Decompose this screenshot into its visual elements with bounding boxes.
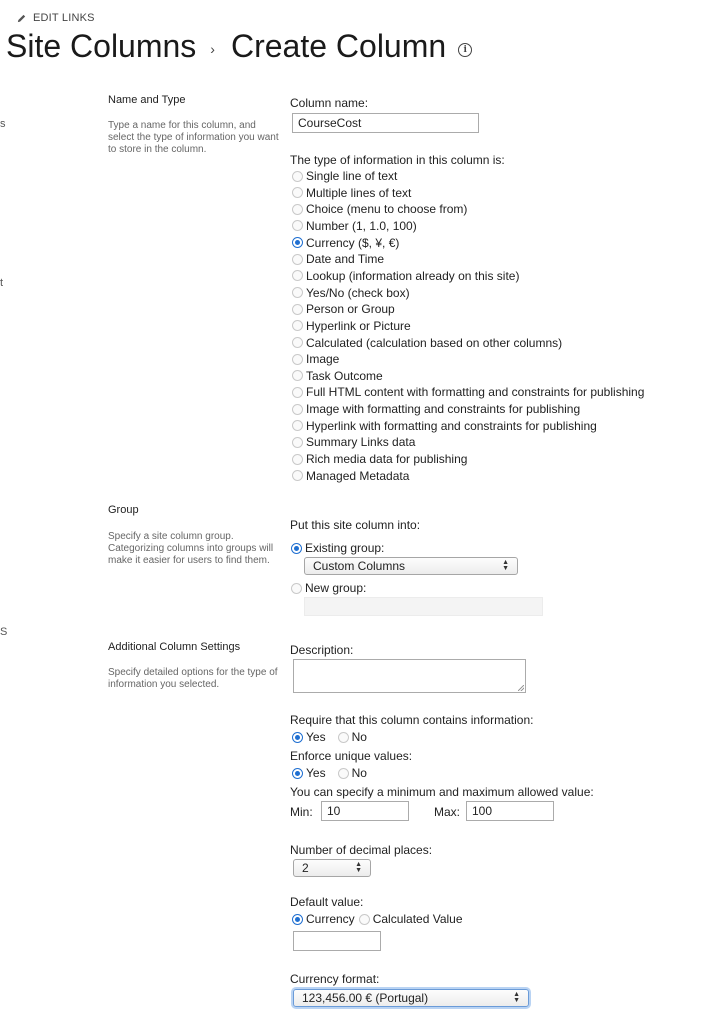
new-group-radio[interactable] — [291, 580, 366, 596]
section-heading-name-type: Name and Type — [108, 94, 186, 106]
decimal-select[interactable] — [293, 859, 371, 877]
type-option-label: Full HTML content with formatting and constraints for publishing — [306, 385, 645, 400]
breadcrumb-separator-icon: › — [210, 40, 215, 57]
type-option[interactable] — [292, 451, 467, 467]
type-option-label: Choice (menu to choose from) — [306, 202, 468, 217]
type-radio[interactable] — [292, 437, 303, 448]
type-radio[interactable] — [292, 204, 303, 215]
select-arrows-icon: ▲ ▼ — [502, 559, 509, 572]
currency-format-select[interactable] — [293, 989, 529, 1007]
type-option[interactable] — [292, 368, 383, 384]
type-radio[interactable] — [292, 254, 303, 265]
type-option[interactable] — [292, 318, 411, 334]
existing-group-label: Existing group: — [305, 541, 385, 555]
type-option[interactable] — [292, 335, 562, 351]
type-option-label: Currency ($, ¥, €) — [306, 235, 400, 250]
type-option-label: Managed Metadata — [306, 468, 410, 483]
section-heading-additional: Additional Column Settings — [108, 641, 241, 653]
type-option-label: Yes/No (check box) — [306, 285, 410, 300]
min-label: Min: — [290, 805, 313, 819]
decimal-value: 2 — [302, 861, 309, 875]
type-option-label: Hyperlink with formatting and constraints for publishing — [306, 418, 597, 433]
default-calculated-radio[interactable] — [359, 914, 370, 925]
select-arrows-icon: ▲ ▼ — [355, 861, 362, 874]
type-option-label: Multiple lines of text — [306, 185, 412, 200]
require-no-radio[interactable] — [338, 732, 349, 743]
unique-no-radio[interactable] — [338, 768, 349, 779]
type-option-label: Summary Links data — [306, 435, 416, 450]
type-option-label: Calculated (calculation based on other columns) — [306, 335, 563, 350]
min-input[interactable]: 10 — [321, 801, 409, 821]
type-radio[interactable] — [292, 370, 303, 381]
minmax-label: You can specify a minimum and maximum allowed value: — [290, 785, 594, 799]
default-label: Default value: — [290, 895, 364, 909]
existing-group-radio[interactable] — [291, 540, 384, 556]
type-option[interactable] — [292, 268, 519, 284]
type-option-label: Image — [306, 352, 340, 367]
type-option-label: Image with formatting and constraints for publishing — [306, 402, 581, 417]
type-option[interactable] — [292, 185, 411, 201]
left-edge-text-2: t — [0, 277, 4, 289]
unique-label: Enforce unique values: — [290, 749, 413, 763]
require-radio-group — [292, 729, 379, 745]
type-option[interactable] — [292, 285, 410, 301]
type-option-label: Rich media data for publishing — [306, 452, 468, 467]
info-icon[interactable]: i — [458, 43, 472, 57]
type-radio[interactable] — [292, 354, 303, 365]
type-radio[interactable] — [292, 171, 303, 182]
require-label: Require that this column contains information: — [290, 713, 534, 727]
existing-group-radio-button[interactable] — [291, 543, 302, 554]
type-radio[interactable] — [292, 404, 303, 415]
type-option-label: Date and Time — [306, 252, 385, 267]
require-yes-radio[interactable] — [292, 732, 303, 743]
edit-links-label: EDIT LINKS — [33, 12, 95, 24]
new-group-radio-button[interactable] — [291, 583, 302, 594]
require-no-label: No — [351, 730, 367, 744]
unique-no-label: No — [351, 766, 367, 780]
description-textarea[interactable] — [293, 659, 526, 693]
unique-yes-radio[interactable] — [292, 768, 303, 779]
page-title — [6, 28, 472, 65]
default-currency-radio[interactable] — [292, 914, 303, 925]
type-radio[interactable] — [292, 287, 303, 298]
type-radio[interactable] — [292, 220, 303, 231]
type-radio[interactable] — [292, 420, 303, 431]
type-radio[interactable] — [292, 470, 303, 481]
default-calculated-option[interactable] — [359, 912, 463, 926]
type-option-label: Task Outcome — [306, 368, 383, 383]
type-option[interactable] — [292, 418, 597, 434]
breadcrumb-current: Create Column — [230, 28, 447, 64]
type-radio[interactable] — [292, 337, 303, 348]
type-radio[interactable] — [292, 454, 303, 465]
type-label: The type of information in this column is: — [290, 153, 505, 167]
section-description-name-type: Type a name for this column, and select the type of information you want to store in the column. — [108, 120, 279, 155]
currency-format-label: Currency format: — [290, 972, 380, 986]
section-description-additional: Specify detailed options for the type of information you selected. — [108, 667, 278, 690]
unique-yes-label: Yes — [306, 766, 326, 780]
type-radio[interactable] — [292, 320, 303, 331]
select-arrows-icon: ▲ ▼ — [513, 991, 520, 1004]
type-radio[interactable] — [292, 237, 303, 248]
type-option[interactable] — [292, 351, 339, 367]
unique-radio-group — [292, 765, 379, 781]
max-input[interactable]: 100 — [466, 801, 554, 821]
default-radio-group — [292, 911, 475, 927]
type-option[interactable] — [292, 301, 395, 317]
new-group-label: New group: — [305, 581, 367, 595]
type-option[interactable] — [292, 168, 397, 184]
existing-group-select[interactable] — [304, 557, 518, 575]
pencil-icon — [16, 13, 27, 24]
column-name-label: Column name: — [290, 96, 369, 110]
type-option[interactable] — [292, 384, 644, 400]
type-option[interactable] — [292, 468, 409, 484]
new-group-input[interactable] — [304, 597, 543, 616]
type-radio[interactable] — [292, 387, 303, 398]
resize-grip-icon[interactable] — [518, 685, 524, 691]
type-option[interactable] — [292, 201, 467, 217]
type-option[interactable] — [292, 401, 580, 417]
require-yes-label: Yes — [306, 730, 326, 744]
left-edge-text-3: S — [0, 626, 8, 638]
default-calculated-label: Calculated Value — [372, 912, 463, 926]
column-name-input[interactable]: CourseCost — [292, 113, 479, 133]
type-option-label: Lookup (information already on this site) — [306, 268, 520, 283]
require-yes-option[interactable] — [292, 730, 326, 744]
unique-no-option[interactable] — [338, 766, 367, 780]
require-no-option[interactable] — [338, 730, 367, 744]
put-into-label: Put this site column into: — [290, 518, 421, 532]
type-option[interactable] — [292, 235, 399, 251]
left-edge-text-1: s — [0, 118, 6, 130]
decimal-label: Number of decimal places: — [290, 843, 433, 857]
default-currency-label: Currency — [306, 912, 355, 926]
type-option[interactable] — [292, 218, 417, 234]
type-option[interactable] — [292, 434, 415, 450]
default-value-input[interactable] — [293, 931, 381, 951]
type-radio[interactable] — [292, 270, 303, 281]
type-option-label: Number (1, 1.0, 100) — [306, 218, 417, 233]
type-option[interactable] — [292, 251, 384, 267]
description-label: Description: — [290, 643, 354, 657]
existing-group-value: Custom Columns — [313, 559, 406, 573]
breadcrumb-site-columns[interactable]: Site Columns — [6, 28, 197, 64]
type-option-label: Person or Group — [306, 302, 395, 317]
max-label: Max: — [434, 805, 461, 819]
type-radio[interactable] — [292, 187, 303, 198]
currency-format-value: 123,456.00 € (Portugal) — [302, 991, 429, 1005]
type-option-label: Hyperlink or Picture — [306, 318, 411, 333]
unique-yes-option[interactable] — [292, 766, 326, 780]
type-radio[interactable] — [292, 304, 303, 315]
section-heading-group: Group — [108, 504, 139, 516]
type-option-label: Single line of text — [306, 169, 398, 183]
edit-links-button[interactable] — [16, 12, 95, 24]
default-currency-option[interactable] — [292, 912, 355, 926]
section-description-group: Specify a site column group. Categorizing columns into groups will make it easier for users to find them. — [108, 531, 274, 566]
